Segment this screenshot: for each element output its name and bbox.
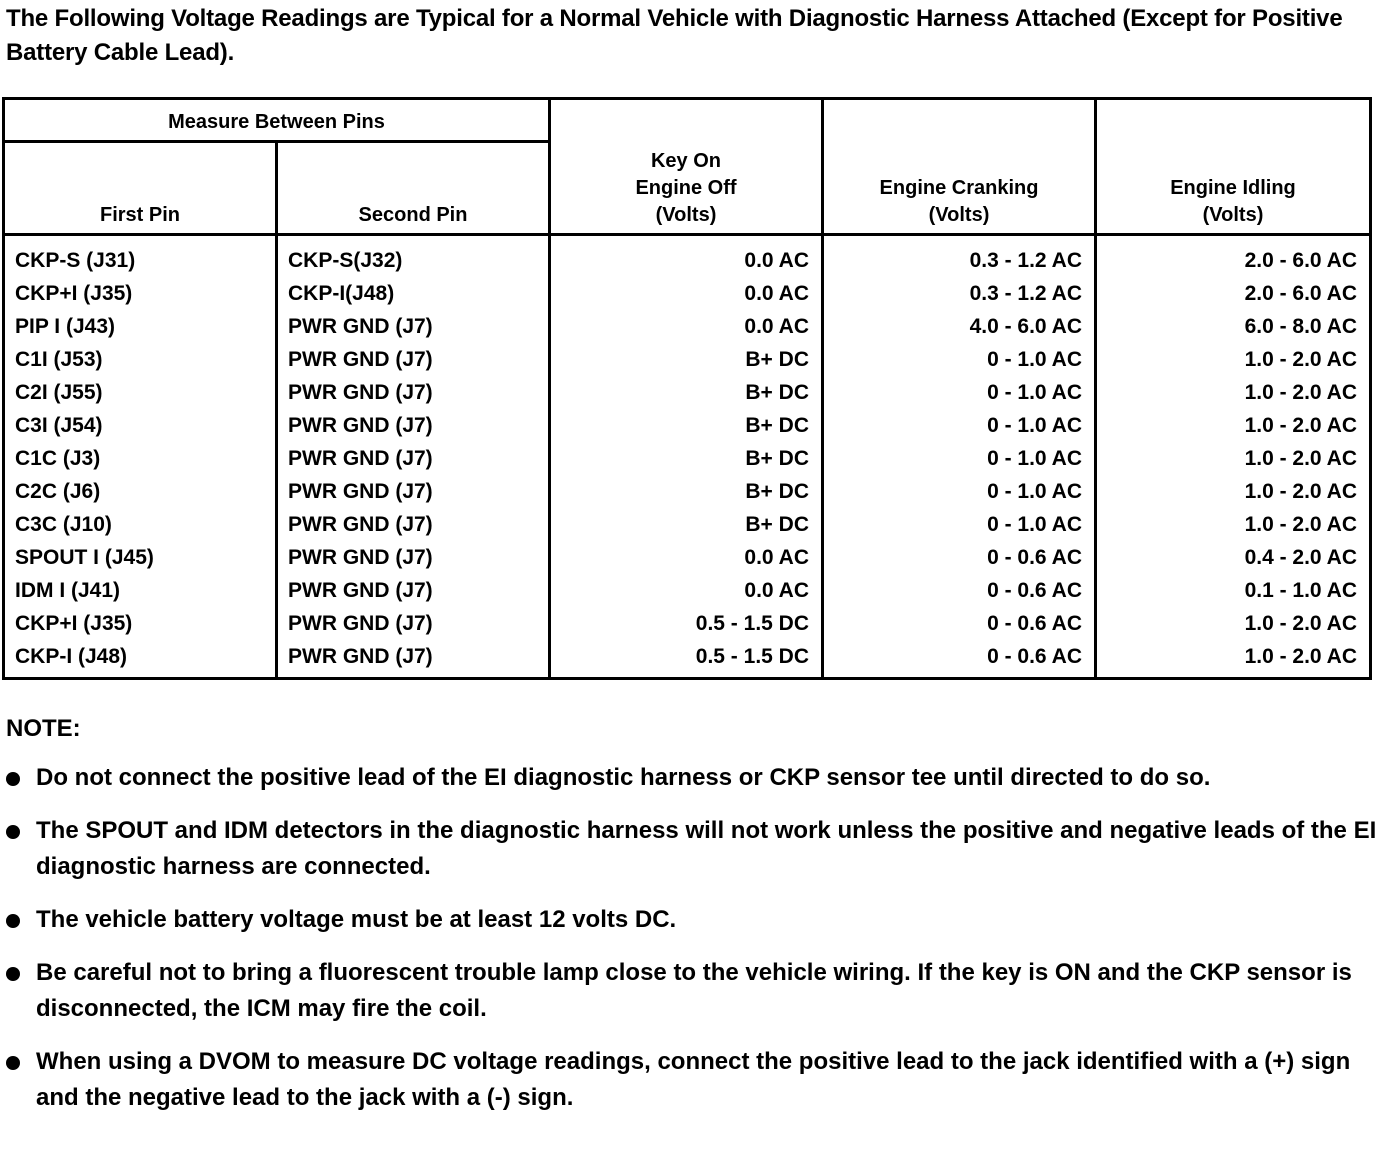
first-pin-cell: CKP+I (J35): [15, 282, 133, 305]
second-pin-cell: CKP-I(J48): [288, 282, 395, 305]
engine-cranking-cell: 0 - 0.6 AC: [987, 645, 1082, 668]
engine-idling-cell: 1.0 - 2.0 AC: [1244, 447, 1357, 470]
engine-cranking-cell: 0.3 - 1.2 AC: [969, 282, 1082, 305]
second-pin-cell: PWR GND (J7): [288, 348, 433, 371]
key-on-engine-off-cell: 0.0 AC: [744, 315, 809, 338]
engine-idling-cell: 0.4 - 2.0 AC: [1244, 546, 1357, 569]
key-on-engine-off-cell: B+ DC: [745, 513, 809, 536]
engine-cranking-cell: 4.0 - 6.0 AC: [969, 315, 1082, 338]
bullet-icon: [6, 967, 20, 981]
list-item: When using a DVOM to measure DC voltage readings, connect the positive lead to the jack identified with a (+) sign and the negative lead to the jack with a (-) sign.: [0, 1044, 1380, 1116]
engine-idling-cell: 1.0 - 2.0 AC: [1244, 414, 1357, 437]
key-on-engine-off-cell: B+ DC: [745, 348, 809, 371]
engine-idling-cell: 1.0 - 2.0 AC: [1244, 348, 1357, 371]
second-pin-cell: PWR GND (J7): [288, 315, 433, 338]
second-pin-cell: PWR GND (J7): [288, 645, 433, 668]
engine-cranking-cell: 0 - 0.6 AC: [987, 579, 1082, 602]
key-on-engine-off-cell: B+ DC: [745, 414, 809, 437]
measure-between-pins-header: Measure Between Pins: [4, 99, 550, 142]
engine-cranking-cell: 0 - 0.6 AC: [987, 546, 1082, 569]
bullet-icon: [6, 1056, 20, 1070]
key-on-engine-off-cell: 0.0 AC: [744, 579, 809, 602]
first-pin-cell: CKP-S (J31): [15, 249, 136, 272]
engine-cranking-cell: 0 - 1.0 AC: [987, 480, 1082, 503]
second-pin-cell: PWR GND (J7): [288, 381, 433, 404]
first-pin-cell: C3C (J10): [15, 513, 112, 536]
engine-cranking-column: [823, 235, 1096, 679]
table-body: [4, 235, 1371, 679]
voltage-readings-table: [2, 97, 1372, 680]
first-pin-cell: CKP+I (J35): [15, 612, 133, 635]
key-on-engine-off-header: Key On Engine Off (Volts): [550, 99, 823, 235]
second-pin-cell: PWR GND (J7): [288, 579, 433, 602]
list-item: The SPOUT and IDM detectors in the diagnostic harness will not work unless the positive and negative leads of the EI diagnostic harness are connected.: [0, 813, 1380, 885]
key-on-engine-off-cell: 0.5 - 1.5 DC: [695, 645, 809, 668]
key-on-engine-off-cell: 0.0 AC: [744, 282, 809, 305]
first-pin-cell: C1C (J3): [15, 447, 101, 470]
engine-cranking-cell: 0 - 1.0 AC: [987, 381, 1082, 404]
second-pin-cell: PWR GND (J7): [288, 447, 433, 470]
engine-cranking-cell: 0 - 1.0 AC: [987, 414, 1082, 437]
engine-idling-cell: 6.0 - 8.0 AC: [1244, 315, 1357, 338]
second-pin-header: Second Pin: [277, 142, 550, 235]
engine-idling-cell: 1.0 - 2.0 AC: [1244, 480, 1357, 503]
engine-cranking-cell: 0 - 1.0 AC: [987, 447, 1082, 470]
key-on-engine-off-column: [550, 235, 823, 679]
list-item: The vehicle battery voltage must be at least 12 volts DC.: [0, 902, 1380, 938]
engine-idling-cell: 0.1 - 1.0 AC: [1244, 579, 1357, 602]
first-pin-cell: C1I (J53): [15, 348, 103, 371]
bullet-icon: [6, 825, 20, 839]
engine-cranking-header: Engine Cranking (Volts): [823, 99, 1096, 235]
notes-list: [0, 760, 1380, 1133]
bullet-icon: [6, 772, 20, 786]
page-heading: The Following Voltage Readings are Typical for a Normal Vehicle with Diagnostic Harness Attached (Except for Positive Battery Cable Lead).: [6, 5, 1343, 66]
engine-cranking-cell: 0 - 0.6 AC: [987, 612, 1082, 635]
second-pin-cell: PWR GND (J7): [288, 414, 433, 437]
first-pin-cell: C2I (J55): [15, 381, 103, 404]
first-pin-cell: IDM I (J41): [15, 579, 121, 602]
engine-idling-cell: 2.0 - 6.0 AC: [1244, 249, 1357, 272]
second-pin-cell: PWR GND (J7): [288, 546, 433, 569]
first-pin-cell: C2C (J6): [15, 480, 101, 503]
first-pin-cell: PIP I (J43): [15, 315, 115, 338]
key-on-engine-off-cell: 0.0 AC: [744, 249, 809, 272]
engine-idling-column: [1096, 235, 1371, 679]
engine-idling-cell: 2.0 - 6.0 AC: [1244, 282, 1357, 305]
first-pin-header: First Pin: [4, 142, 277, 235]
engine-idling-cell: 1.0 - 2.0 AC: [1244, 645, 1357, 668]
engine-idling-cell: 1.0 - 2.0 AC: [1244, 612, 1357, 635]
second-pin-cell: PWR GND (J7): [288, 612, 433, 635]
engine-idling-cell: 1.0 - 2.0 AC: [1244, 513, 1357, 536]
bullet-icon: [6, 914, 20, 928]
list-item: Do not connect the positive lead of the EI diagnostic harness or CKP sensor tee until directed to do so.: [0, 760, 1380, 796]
note-title: NOTE:: [6, 715, 81, 742]
engine-cranking-cell: 0 - 1.0 AC: [987, 513, 1082, 536]
engine-idling-header: Engine Idling (Volts): [1096, 99, 1371, 235]
first-pin-column: [4, 235, 277, 679]
second-pin-cell: PWR GND (J7): [288, 480, 433, 503]
key-on-engine-off-cell: B+ DC: [745, 447, 809, 470]
key-on-engine-off-cell: 0.0 AC: [744, 546, 809, 569]
first-pin-cell: C3I (J54): [15, 414, 103, 437]
second-pin-column: [277, 235, 550, 679]
engine-cranking-cell: 0.3 - 1.2 AC: [969, 249, 1082, 272]
key-on-engine-off-cell: B+ DC: [745, 381, 809, 404]
first-pin-cell: SPOUT I (J45): [15, 546, 154, 569]
engine-cranking-cell: 0 - 1.0 AC: [987, 348, 1082, 371]
second-pin-cell: CKP-S(J32): [288, 249, 403, 272]
engine-idling-cell: 1.0 - 2.0 AC: [1244, 381, 1357, 404]
key-on-engine-off-cell: 0.5 - 1.5 DC: [695, 612, 809, 635]
list-item: Be careful not to bring a fluorescent trouble lamp close to the vehicle wiring. If the key is ON and the CKP sensor is disconnected, the ICM may fire the coil.: [0, 955, 1380, 1027]
first-pin-cell: CKP-I (J48): [15, 645, 128, 668]
second-pin-cell: PWR GND (J7): [288, 513, 433, 536]
key-on-engine-off-cell: B+ DC: [745, 480, 809, 503]
